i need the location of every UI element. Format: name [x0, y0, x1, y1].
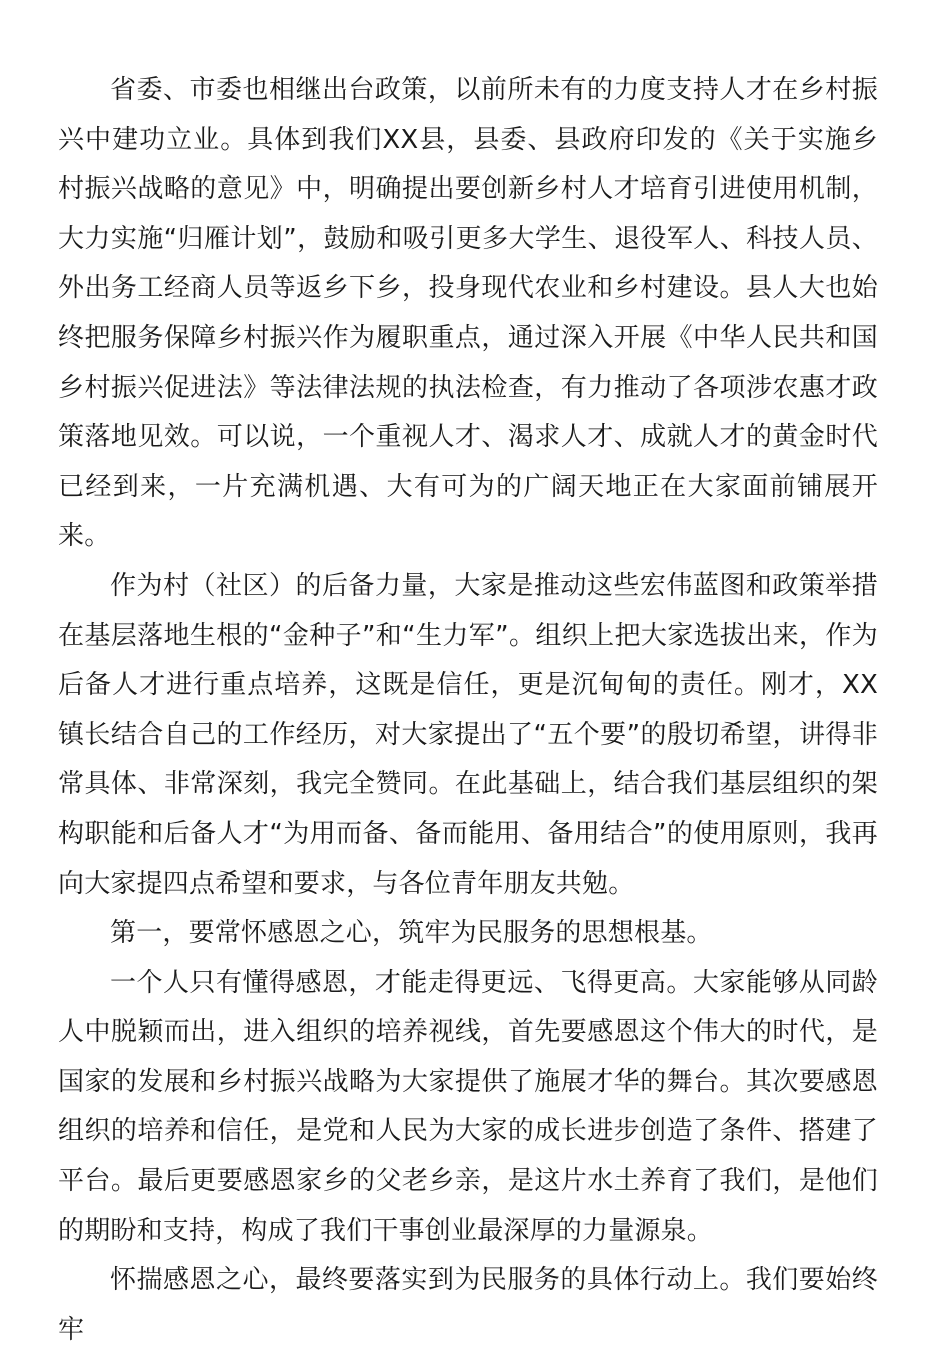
document-body	[58, 66, 878, 1355]
paragraph-reserve-force: 作为村（社区）的后备力量，大家是推动这些宏伟蓝图和政策举措在基层落地生根的“金种子”和“生力军”。组织上把大家选拔出来，作为后备人才进行重点培养，这既是信任，更是沉甸甸的责任。刚才，XX镇长结合自己的工作经历，对大家提出了“五个要”的殷切希望，讲得非常具体、非常深刻，我完全赞同。在此基础上，结合我们基层组织的架构职能和后备人才“为用而备、备而能用、备用结合”的使用原则，我再向大家提四点希望和要求，与各位青年朋友共勉。	[58, 570, 878, 899]
paragraph-gratitude: 一个人只有懂得感恩，才能走得更远、飞得更高。大家能够从同龄人中脱颖而出，进入组织的培养视线，首先要感恩这个伟大的时代，是国家的发展和乡村振兴战略为大家提供了施展才华的舞台。其次要感恩组织的培养和信任，是党和人民为大家的成长进步创造了条件、搭建了平台。最后更要感恩家乡的父老乡亲，是这片水土养育了我们，是他们的期盼和支持，构成了我们干事创业最深厚的力量源泉。	[58, 967, 878, 1246]
paragraph-policy-support: 省委、市委也相继出台政策，以前所未有的力度支持人才在乡村振兴中建功立业。具体到我们XX县，县委、县政府印发的《关于实施乡村振兴战略的意见》中，明确提出要创新乡村人才培育引进使用机制，大力实施“归雁计划”，鼓励和吸引更多大学生、退役军人、科技人员、外出务工经商人员等返乡下乡，投身现代农业和乡村建设。县人大也始终把服务保障乡村振兴作为履职重点，通过深入开展《中华人民共和国乡村振兴促进法》等法律法规的执法检查，有力推动了各项涉农惠才政策落地见效。可以说，一个重视人才、渴求人才、成就人才的黄金时代已经到来，一片充满机遇、大有可为的广阔天地正在大家面前铺展开来。	[58, 75, 878, 552]
paragraph-service-action: 怀揣感恩之心，最终要落实到为民服务的具体行动上。我们要始终牢	[58, 1265, 878, 1345]
paragraph-point-one-heading: 第一，要常怀感恩之心，筑牢为民服务的思想根基。	[110, 918, 713, 949]
